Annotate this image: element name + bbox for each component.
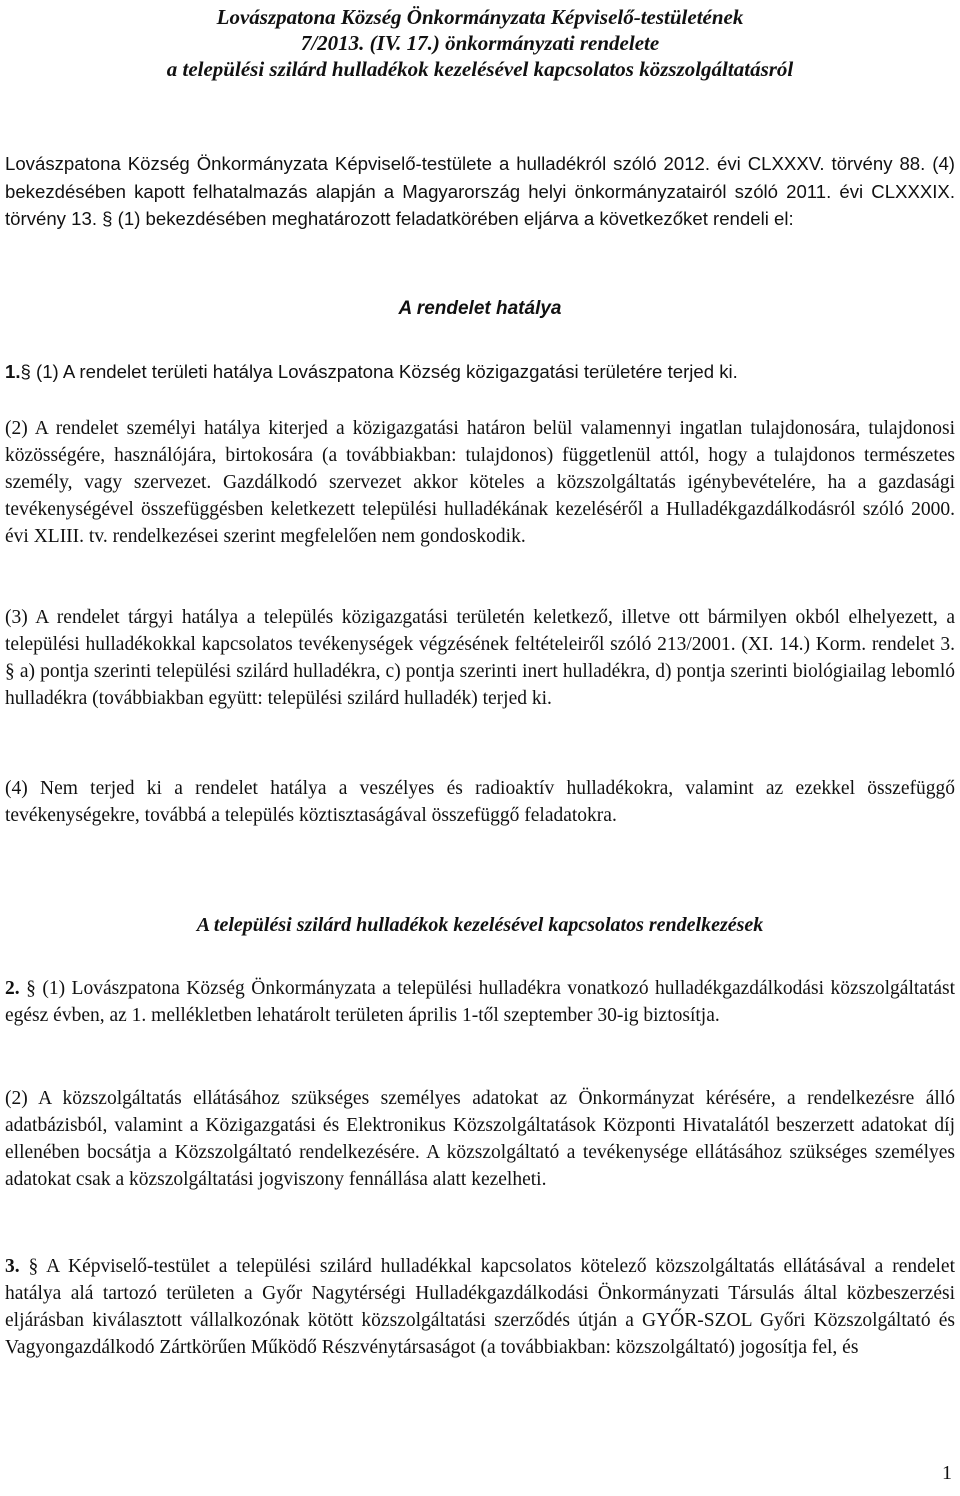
section-2-paragraph-1: [5, 975, 955, 1029]
paragraph-text: § (1) Lovászpatona Község Önkormányzata a települési hulladékra vonatkozó hulladékgazdálkodási közszolgáltatást egész évben, az 1. mellékletben lehatárolt területen április 1-től szeptember 30-ig biztosítja.: [5, 978, 956, 1026]
document-title: [0, 4, 960, 82]
section-heading-provisions: A települési szilárd hulladékok kezelésével kapcsolatos rendelkezések: [196, 914, 764, 936]
preamble-paragraph: Lovászpatona Község Önkormányzata Képviselő-testülete a hulladékról szóló 2012. évi CLXXXV. törvény 88. (4) bekezdésében kapott felhatalmazás alapján a Magyarország helyi önkormányzatairól szóló 2011. évi CLXXXIX. törvény 13. § (1) bekezdésében meghatározott feladatkörében eljárva a következőket rendeli el:: [5, 153, 955, 229]
section-number: 2.: [5, 978, 20, 999]
section-1-paragraph-4: (4) Nem terjed ki a rendelet hatálya a veszélyes és radioaktív hulladékokra, valamint az ezekkel összefüggő tevékenységekre, továbbá a település köztisztaságával összefüggő feladatokra.: [5, 778, 955, 826]
title-line-3: a települési szilárd hulladékok kezelésével kapcsolatos közszolgáltatásról: [166, 57, 794, 81]
section-number: 1.: [5, 361, 21, 382]
title-line-2: 7/2013. (IV. 17.) önkormányzati rendelete: [300, 31, 660, 55]
paragraph-text: § A Képviselő-testület a települési szilárd hulladékkal kapcsolatos kötelező közszolgáltatás ellátásával a rendelet hatálya alá tartozó területen a Győr Nagytérségi Hulladékgazdálkodási Önkormányzati Társulás által közbeszerzési eljárásban kiválasztott vállalkozónak kötött közszolgáltatási szerződés útján a GYŐR-SZOL Győri Közszolgáltató és Vagyongazdálkodó Zártkörűen Működő Részvénytársaságot (a továbbiakban: közszolgáltató) jogosítja fel, és: [5, 1256, 956, 1358]
section-number: 3.: [5, 1256, 20, 1277]
section-2-paragraph-2: (2) A közszolgáltatás ellátásához szükséges személyes adatokat az Önkormányzat kérésére, a rendelkezésre álló adatbázisból, valamint a Közigazgatási és Elektronikus Közszolgáltatások Központi Hivatalától beszerzett adatokat díj ellenében bocsátja a Közszolgáltató rendelkezésére. A közszolgáltató a tevékenysége ellátásához szükséges személyes adatokat csak a közszolgáltatási jogviszony fennállása alatt kezelheti.: [5, 1088, 955, 1190]
title-line-1: Lovászpatona Község Önkormányzata Képviselő-testületének: [216, 5, 744, 29]
section-1-paragraph-2: (2) A rendelet személyi hatálya kiterjed a közigazgatási határon belül valamennyi ingatlan tulajdonosára, tulajdonosi közösségére, használójára, birtokosára (a továbbiakban: tulajdonos) függetlenül attól, hogy a tulajdonos természetes személy, vagy szervezet. Gazdálkodó szervezet akkor köteles a közszolgáltatás igénybevételére, ha a gazdasági tevékenységével összefüggésben keletkezett települési hulladékának kezeléséről a Hulladékgazdálkodásról szóló 2000. évi XLIII. tv. rendelkezései szerint megfelelően nem gondoskodik.: [5, 418, 955, 547]
section-heading-scope: A rendelet hatálya: [398, 298, 562, 319]
section-1-paragraph-1: [5, 358, 955, 386]
section-1-paragraph-3: (3) A rendelet tárgyi hatálya a település közigazgatási területén keletkező, illetve ott bármilyen okból elhelyezett, a települési hulladékokkal kapcsolatos tevékenységek végzésének feltételeiről szóló 213/2001. (XI. 14.) Korm. rendelet 3. § a) pontja szerinti települési szilárd hulladékra, c) pontja szerinti inert hulladékra, d) pontja szerinti biológiailag lebomló hulladékra (továbbiakban együtt: települési szilárd hulladék) terjed ki.: [5, 607, 955, 709]
page-number: 1: [942, 1462, 952, 1484]
section-3-paragraph-1: [5, 1253, 955, 1361]
paragraph-text: § (1) A rendelet területi hatálya Lovászpatona Község közigazgatási területére terjed ki.: [20, 361, 738, 382]
